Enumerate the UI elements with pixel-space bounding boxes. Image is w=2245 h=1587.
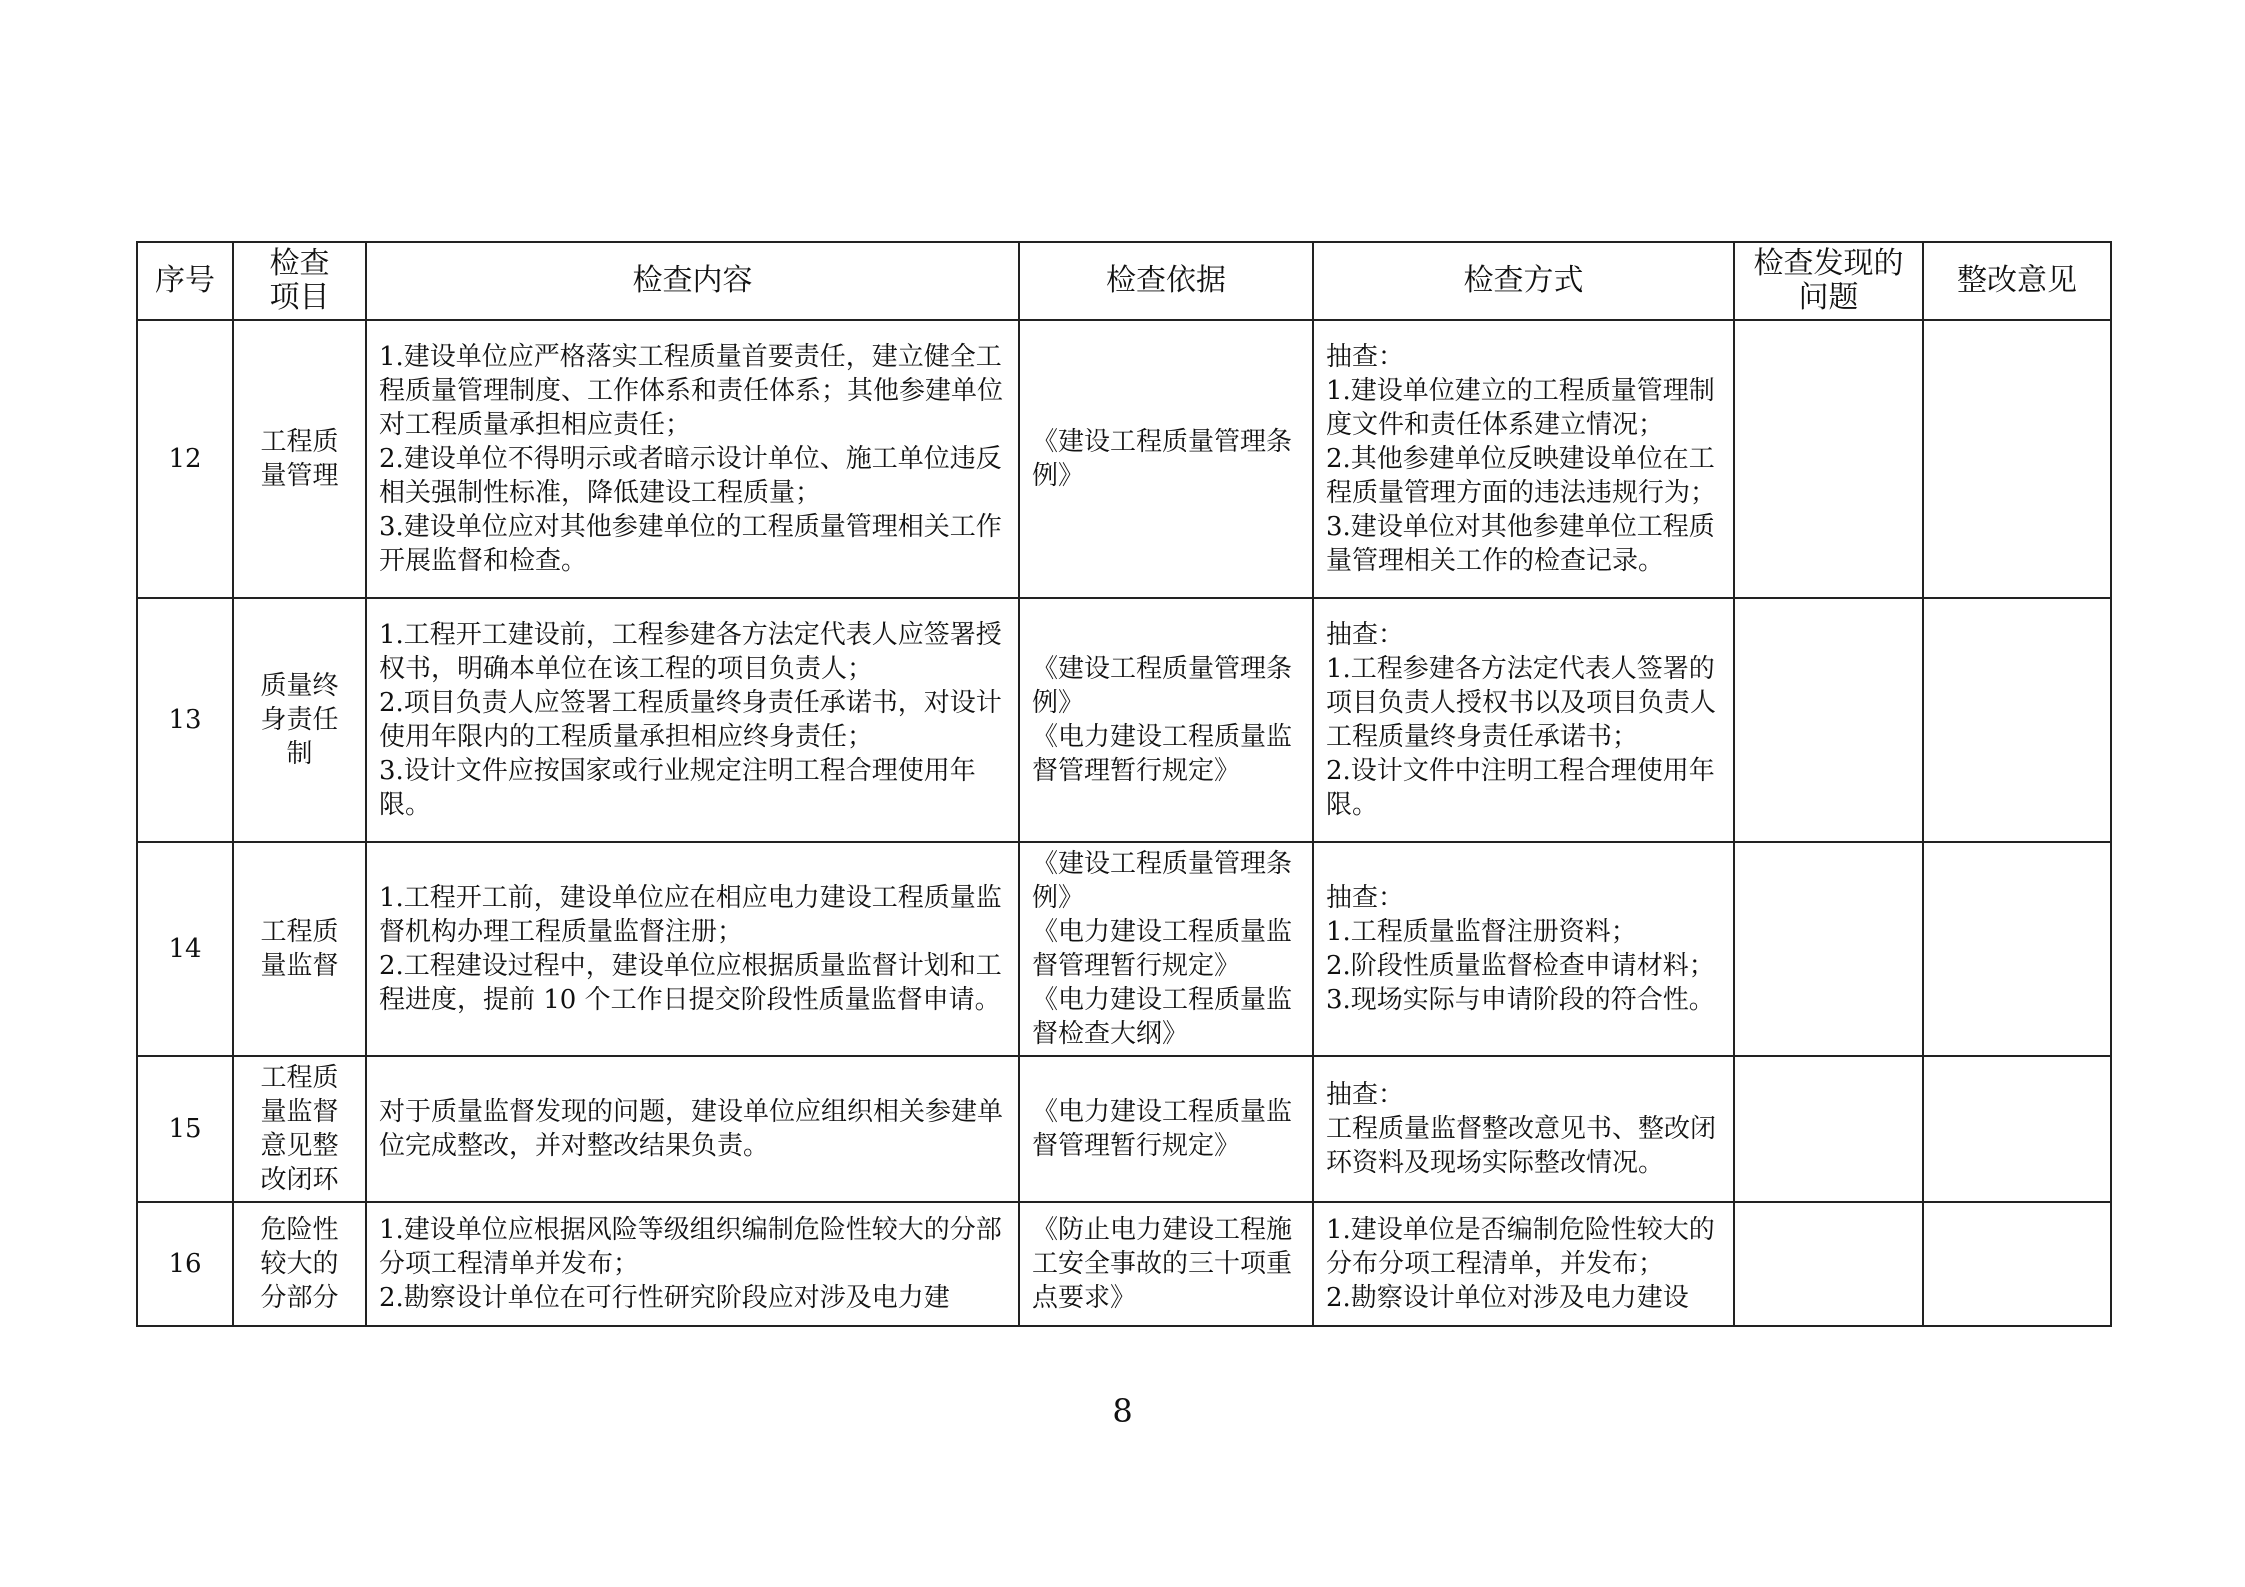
table-row	[137, 842, 2111, 1056]
inspection-table	[136, 241, 2112, 1327]
row-seq: 15	[137, 1056, 233, 1202]
row-opinion	[1923, 320, 2111, 598]
table-row	[137, 598, 2111, 842]
row-opinion	[1923, 1056, 2111, 1202]
row-basis: 《建设工程质量管理条例》 《电力建设工程质量监督管理暂行规定》	[1019, 598, 1313, 842]
row-content: 1.工程开工建设前，工程参建各方法定代表人应签署授权书，明确本单位在该工程的项目负责人； 2.项目负责人应签署工程质量终身责任承诺书，对设计使用年限内的工程质量承担相应终身责任； 3.设计文件应按国家或行业规定注明工程合理使用年限。	[366, 598, 1019, 842]
row-basis: 《防止电力建设工程施工安全事故的三十项重点要求》	[1019, 1202, 1313, 1326]
table-row	[137, 320, 2111, 598]
header-seq: 序号	[137, 242, 233, 320]
row-seq: 14	[137, 842, 233, 1056]
row-item: 工程质 量监督	[233, 842, 366, 1056]
row-basis: 《电力建设工程质量监督管理暂行规定》	[1019, 1056, 1313, 1202]
header-opinion: 整改意见	[1923, 242, 2111, 320]
row-seq: 13	[137, 598, 233, 842]
row-issues	[1734, 1056, 1923, 1202]
table-row	[137, 1056, 2111, 1202]
header-content: 检查内容	[366, 242, 1019, 320]
row-item: 工程质 量管理	[233, 320, 366, 598]
page-number: 8	[1112, 1392, 1133, 1430]
row-method: 抽查： 1.工程质量监督注册资料； 2.阶段性质量监督检查申请材料； 3.现场实际与申请阶段的符合性。	[1313, 842, 1734, 1056]
header-method: 检查方式	[1313, 242, 1734, 320]
row-seq: 16	[137, 1202, 233, 1326]
table-header-row	[137, 242, 2111, 320]
header-issues: 检查发现的 问题	[1734, 242, 1923, 320]
row-issues	[1734, 842, 1923, 1056]
row-content: 1.建设单位应严格落实工程质量首要责任，建立健全工程质量管理制度、工作体系和责任体系；其他参建单位对工程质量承担相应责任； 2.建设单位不得明示或者暗示设计单位、施工单位违反相关强制性标准，降低建设工程质量； 3.建设单位应对其他参建单位的工程质量管理相关工作开展监督和检查。	[366, 320, 1019, 598]
row-method: 1.建设单位是否编制危险性较大的分布分项工程清单，并发布； 2.勘察设计单位对涉及电力建设	[1313, 1202, 1734, 1326]
row-method: 抽查： 1.工程参建各方法定代表人签署的项目负责人授权书以及项目负责人工程质量终身责任承诺书； 2.设计文件中注明工程合理使用年限。	[1313, 598, 1734, 842]
table-row	[137, 1202, 2111, 1326]
row-opinion	[1923, 842, 2111, 1056]
row-item: 质量终 身责任 制	[233, 598, 366, 842]
row-opinion	[1923, 598, 2111, 842]
row-item: 危险性 较大的 分部分	[233, 1202, 366, 1326]
row-issues	[1734, 1202, 1923, 1326]
row-opinion	[1923, 1202, 2111, 1326]
row-content: 1.建设单位应根据风险等级组织编制危险性较大的分部分项工程清单并发布； 2.勘察设计单位在可行性研究阶段应对涉及电力建	[366, 1202, 1019, 1326]
header-basis: 检查依据	[1019, 242, 1313, 320]
row-method: 抽查： 1.建设单位建立的工程质量管理制度文件和责任体系建立情况； 2.其他参建单位反映建设单位在工程质量管理方面的违法违规行为； 3.建设单位对其他参建单位工程质量管理相关工作的检查记录。	[1313, 320, 1734, 598]
row-item: 工程质 量监督 意见整 改闭环	[233, 1056, 366, 1202]
row-content: 对于质量监督发现的问题，建设单位应组织相关参建单位完成整改，并对整改结果负责。	[366, 1056, 1019, 1202]
row-seq: 12	[137, 320, 233, 598]
row-method: 抽查： 工程质量监督整改意见书、整改闭环资料及现场实际整改情况。	[1313, 1056, 1734, 1202]
row-issues	[1734, 320, 1923, 598]
row-basis: 《建设工程质量管理条例》	[1019, 320, 1313, 598]
row-basis: 《建设工程质量管理条例》 《电力建设工程质量监督管理暂行规定》 《电力建设工程质量监督检查大纲》	[1019, 842, 1313, 1056]
header-item: 检查 项目	[233, 242, 366, 320]
row-issues	[1734, 598, 1923, 842]
row-content: 1.工程开工前，建设单位应在相应电力建设工程质量监督机构办理工程质量监督注册； 2.工程建设过程中，建设单位应根据质量监督计划和工程进度，提前 10 个工作日提交阶段性质量监督申请。	[366, 842, 1019, 1056]
